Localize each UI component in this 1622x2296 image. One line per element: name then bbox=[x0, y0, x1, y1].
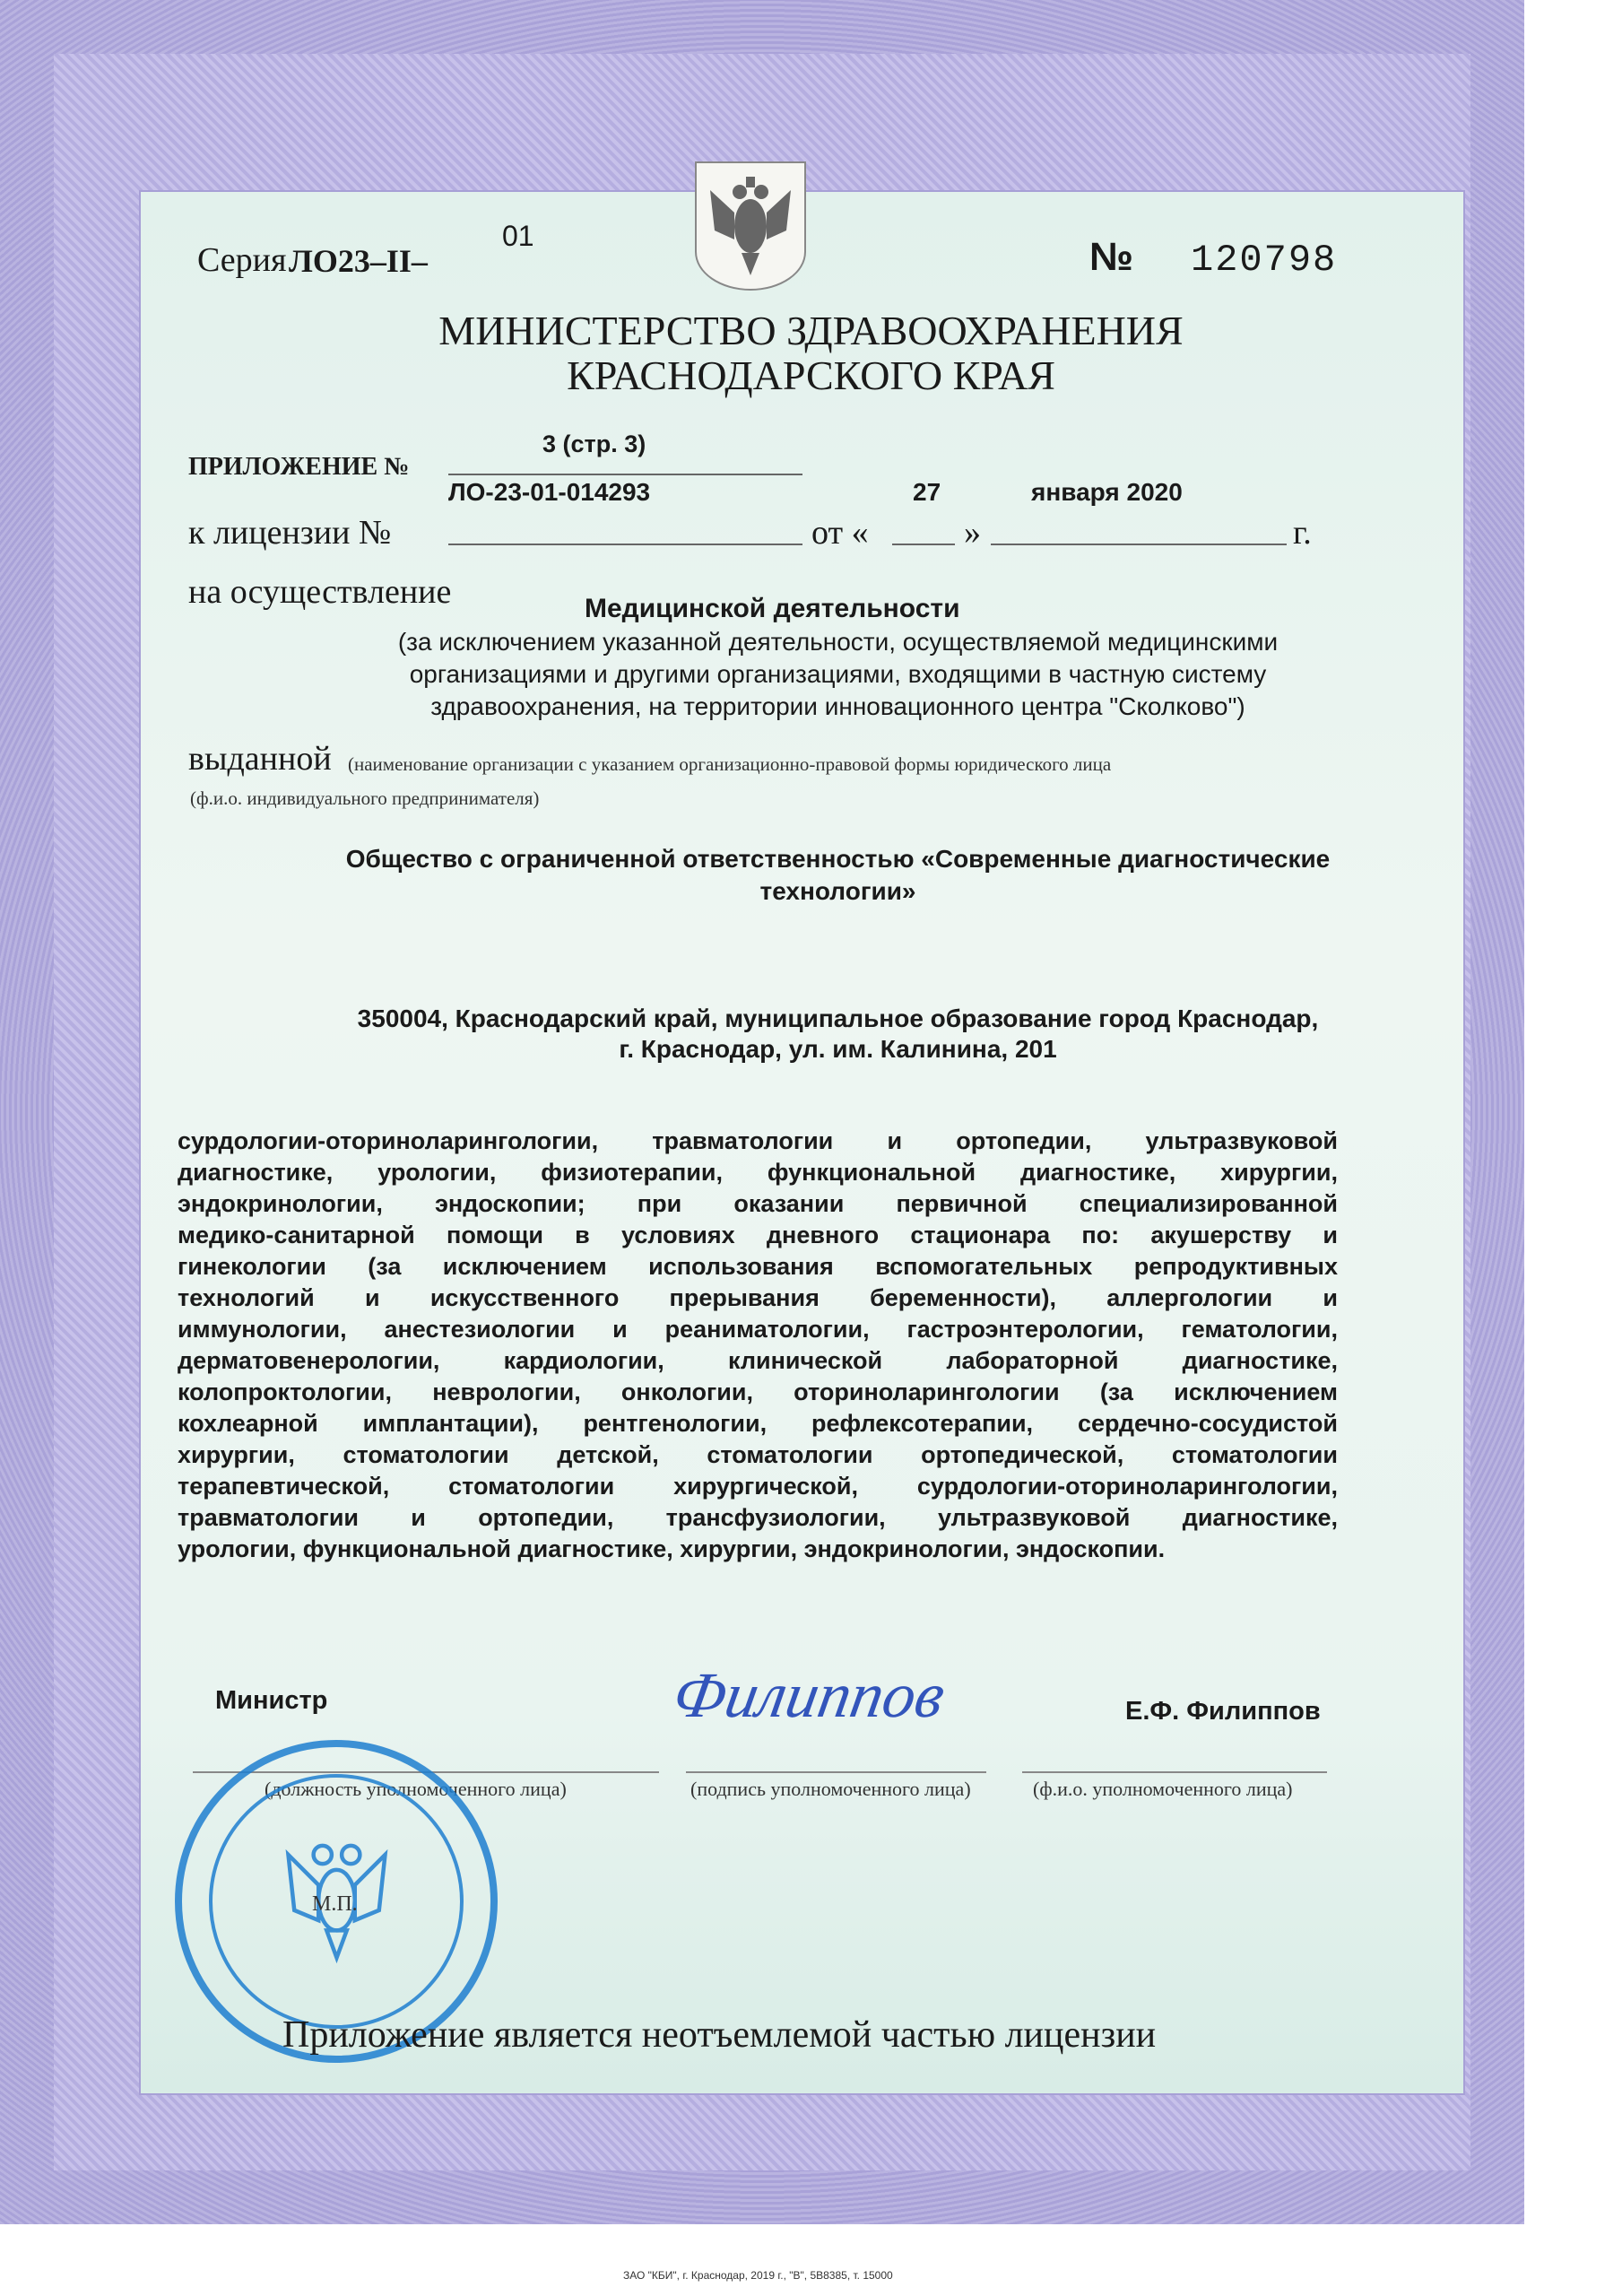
series-value: ЛО23–II– bbox=[289, 243, 428, 279]
ministry-title-line2: КРАСНОДАРСКОГО КРАЯ bbox=[567, 352, 1055, 398]
activity-list-line: технологий и искусственного прерывания беременности), аллергологии и bbox=[178, 1284, 1338, 1311]
activity-list-line: диагностике, урологии, физиотерапии, функциональной диагностике, хирургии, bbox=[178, 1159, 1338, 1186]
from-close: » bbox=[964, 514, 981, 552]
organization-line2: технологии» bbox=[759, 877, 916, 905]
license-label: к лицензии № bbox=[188, 514, 392, 552]
coat-of-arms-icon bbox=[695, 161, 806, 291]
printer-info: ЗАО "КБИ", г. Краснодар, 2019 г., "В", 5В8385, т. 15000 bbox=[623, 2269, 893, 2282]
month-underline bbox=[991, 544, 1287, 545]
stamp-place-label: М.П. bbox=[312, 1892, 358, 1916]
license-day: 27 bbox=[913, 478, 941, 506]
activity-list-line: гинекологии (за исключением использования вспомогательных репродуктивных bbox=[178, 1253, 1338, 1280]
appendix-value: 3 (стр. 3) bbox=[542, 430, 646, 457]
activity-list-line: иммунологии, анестезиологии и реаниматологии, гастроэнтерологии, гематологии, bbox=[178, 1316, 1338, 1343]
activity-list-line: урологии, функциональной диагностике, хирургии, эндокринологии, эндоскопии. bbox=[178, 1535, 1166, 1562]
issued-hint2: (ф.и.о. индивидуального предпринимателя) bbox=[190, 787, 540, 809]
series-suffix: 01 bbox=[502, 220, 534, 252]
footer-note: Приложение является неотъемлемой частью лицензии bbox=[282, 2014, 1157, 2056]
name-caption: (ф.и.о. уполномоченного лица) bbox=[1033, 1778, 1293, 1800]
issued-label: выданной bbox=[188, 740, 332, 778]
signature: Филиппов bbox=[667, 1659, 950, 1731]
activity-note-line1: (за исключением указанной деятельности, осуществляемой медицинскими bbox=[397, 628, 1279, 656]
position-caption: (должность уполномоченного лица) bbox=[265, 1778, 567, 1800]
license-number-value: ЛО-23-01-014293 bbox=[448, 478, 651, 506]
name-underline bbox=[1022, 1771, 1327, 1773]
ministry-title-line1: МИНИСТЕРСТВО ЗДРАВООХРАНЕНИЯ bbox=[438, 308, 1184, 353]
organization-line1: Общество с ограниченной ответственностью «Современные диагностические bbox=[345, 845, 1331, 873]
address-line1: 350004, Краснодарский край, муниципальное образование город Краснодар, bbox=[357, 1004, 1319, 1032]
day-underline bbox=[892, 544, 955, 545]
activity-list-line: колопроктологии, неврологии, онкологии, оториноларингологии (за исключением bbox=[178, 1378, 1338, 1405]
signer-name: Е.Ф. Филиппов bbox=[1125, 1697, 1321, 1726]
activity-list-line: кохлеарной имплантации), рентгенологии, рефлексотерапии, сердечно-сосудистой bbox=[178, 1410, 1338, 1437]
activity-note-line3: здравоохранения, на территории инновационного центра "Сколково") bbox=[430, 692, 1245, 720]
address-line2: г. Краснодар, ул. им. Калинина, 201 bbox=[619, 1035, 1057, 1063]
activity-list-line: дерматовенерологии, кардиологии, клинической лабораторной диагностике, bbox=[178, 1347, 1338, 1374]
activity-list-line: эндокринологии, эндоскопии; при оказании первичной специализированной bbox=[178, 1190, 1338, 1217]
activity-list-line: медико-санитарной помощи в условиях дневного стационара по: акушерству и bbox=[178, 1222, 1338, 1248]
activity-list-line: терапевтической, стоматологии хирургической, сурдологии-оториноларингологии, bbox=[178, 1473, 1338, 1500]
issued-hint1: (наименование организации с указанием организационно-правовой формы юридического лица bbox=[348, 753, 1112, 775]
activity-list-line: хирургии, стоматологии детской, стоматологии ортопедической, стоматологии bbox=[178, 1441, 1338, 1468]
signature-caption: (подпись уполномоченного лица) bbox=[690, 1778, 971, 1800]
appendix-underline bbox=[448, 474, 802, 475]
year-suffix: г. bbox=[1293, 514, 1312, 552]
from-label: от « bbox=[811, 514, 869, 552]
activity-note-line2: организациями и другими организациями, входящими в частную систему bbox=[409, 660, 1267, 688]
activity-label: на осуществление bbox=[188, 573, 452, 611]
activity-title: Медицинской деятельности bbox=[585, 594, 960, 623]
number-sign: № bbox=[1089, 235, 1134, 279]
license-number: 120798 bbox=[1191, 239, 1338, 282]
activity-list-line: травматологии и ортопедии, трансфузиологии, ультразвуковой диагностике, bbox=[178, 1504, 1338, 1531]
signature-underline bbox=[686, 1771, 986, 1773]
signer-position: Министр bbox=[215, 1686, 328, 1715]
license-number-underline bbox=[448, 544, 802, 545]
activity-list bbox=[178, 1126, 1338, 1565]
license-month-year: января 2020 bbox=[1031, 478, 1183, 506]
series-label: Серия bbox=[197, 241, 287, 279]
activity-list-line: сурдологии-оториноларингологии, травматологии и ортопедии, ультразвуковой bbox=[178, 1127, 1338, 1154]
appendix-label: ПРИЛОЖЕНИЕ № bbox=[188, 453, 410, 481]
